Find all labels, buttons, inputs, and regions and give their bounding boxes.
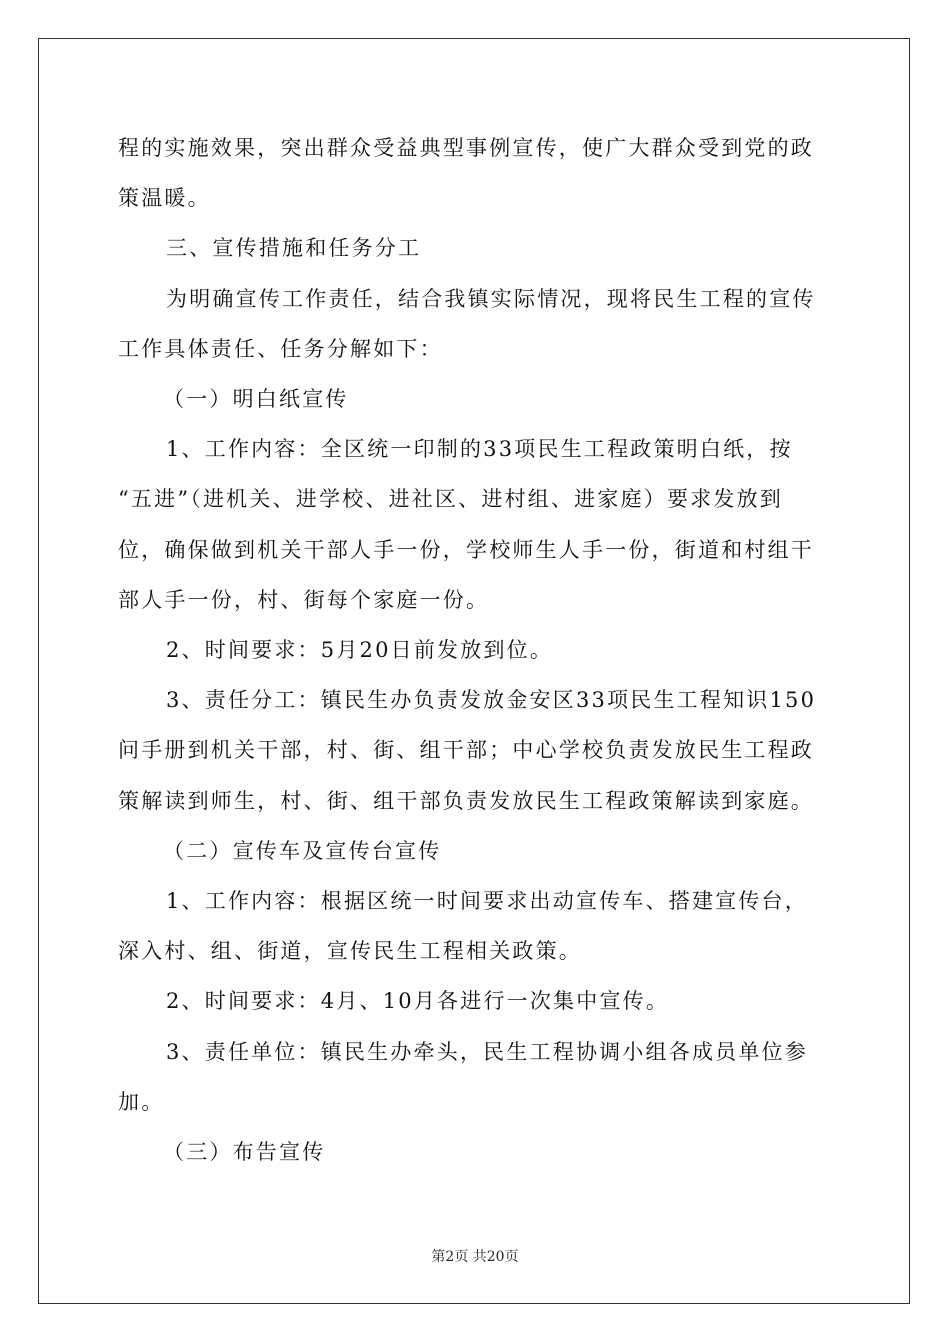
text-line: 深入村、组、街道，宣传民生工程相关政策。	[118, 939, 582, 963]
text-line: 加。	[118, 1090, 165, 1114]
text-line: 问手册到机关干部，村、街、组干部；中心学校负责发放民生工程政	[118, 738, 814, 762]
text-line: “五进”（进机关、进学校、进社区、进村组、进家庭）要求发放到	[118, 487, 783, 511]
text-line: 策温暖。	[118, 186, 211, 210]
text-line: 程的实施效果，突出群众受益典型事例宣传，使广大群众受到党的政	[118, 136, 814, 160]
text-line: 位，确保做到机关干部人手一份，学校师生人手一份，街道和村组干	[118, 538, 814, 562]
text-line: （二）宣传车及宣传台宣传	[163, 839, 442, 863]
text-line: 工作具体责任、任务分解如下：	[118, 337, 443, 361]
text-line: 为明确宣传工作责任，结合我镇实际情况，现将民生工程的宣传	[166, 287, 816, 311]
text-line: 部人手一份，村、街每个家庭一份。	[118, 588, 490, 612]
page-frame	[38, 38, 910, 1304]
text-line: 策解读到师生，村、街、组干部负责发放民生工程政策解读到家庭。	[118, 789, 814, 813]
text-line: （三）布告宣传	[163, 1140, 326, 1164]
text-line: 1、工作内容：全区统一印制的33项民生工程政策明白纸，按	[166, 437, 793, 461]
text-line: 三、宣传措施和任务分工	[166, 236, 422, 260]
text-line: 3、责任分工：镇民生办负责发放金安区33项民生工程知识150	[166, 688, 817, 712]
page-footer: 第2页 共20页	[431, 1249, 519, 1265]
text-line: 2、时间要求：5月20日前发放到位。	[166, 638, 554, 662]
text-line: （一）明白纸宣传	[163, 387, 349, 411]
text-line: 1、工作内容：根据区统一时间要求出动宣传车、搭建宣传台，	[166, 889, 808, 913]
text-line: 2、时间要求：4月、10月各进行一次集中宣传。	[166, 989, 670, 1013]
text-line: 3、责任单位：镇民生办牵头，民生工程协调小组各成员单位参	[166, 1040, 808, 1064]
